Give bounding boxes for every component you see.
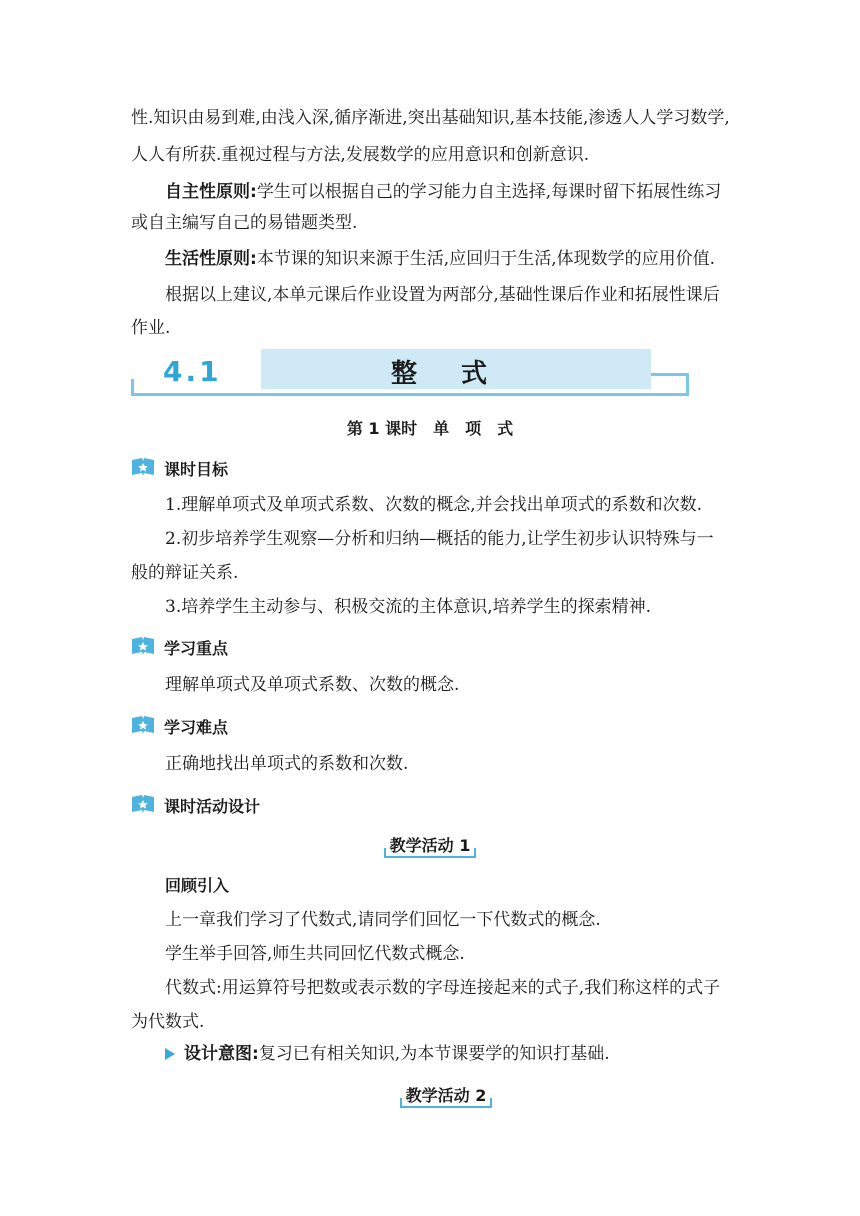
design-heading-label: 课时活动设计: [164, 797, 261, 816]
book-star-icon: [131, 636, 155, 656]
section-banner: [131, 349, 691, 401]
goal-3: 3.培养学生主动参与、积极交流的主体意识,培养学生的探索精神.: [165, 597, 652, 617]
principle-life: [165, 249, 731, 269]
activity-1-tag: [384, 832, 476, 858]
activity-1-line-1: 上一章我们学习了代数式,请同学们回忆一下代数式的概念.: [165, 910, 601, 930]
principle-autonomy-label: 自主性原则:: [165, 182, 257, 202]
principle-life-text: 本节课的知识来源于生活,应回归于生活,体现数学的应用价值.: [256, 249, 716, 269]
activity-2-tag-label: 教学活动 2: [405, 1086, 487, 1105]
activity-1-line-2: 学生举手回答,师生共同回忆代数式概念.: [165, 944, 465, 964]
book-star-icon: [131, 715, 155, 735]
difficulties-text: 正确地找出单项式的系数和次数.: [165, 754, 409, 774]
principle-autonomy: [165, 182, 731, 202]
key-points-heading-label: 学习重点: [164, 639, 229, 658]
intro-line-1: 性.知识由易到难,由浅入深,循序渐进,突出基础知识,基本技能,渗透人人学习数学,: [131, 108, 730, 128]
section-title: 整式: [390, 359, 531, 389]
algebraic-definition: 代数式:用运算符号把数或表示数的字母连接起来的式子,我们称这样的式子: [165, 978, 721, 998]
activity-1-tag-label: 教学活动 1: [389, 836, 471, 855]
principle-autonomy-line-2: 或自主编写自己的易错题类型.: [131, 213, 358, 233]
difficulties-heading-label: 学习难点: [164, 718, 229, 737]
design-intent-label: 设计意图:: [184, 1044, 259, 1064]
activity-2-tag: [400, 1082, 492, 1108]
summary-line-2: 作业.: [131, 318, 171, 338]
book-star-icon: [131, 794, 155, 814]
summary-line-1: 根据以上建议,本单元课后作业设置为两部分,基础性课后作业和拓展性课后: [165, 285, 720, 305]
goal-2: 2.初步培养学生观察—分析和归纳—概括的能力,让学生初步认识特殊与一: [165, 529, 714, 549]
activity-1-subheading: 回顾引入: [165, 876, 230, 895]
design-intent: [184, 1044, 784, 1064]
principle-life-label: 生活性原则:: [165, 249, 257, 269]
key-points-text: 理解单项式及单项式系数、次数的概念.: [165, 675, 460, 695]
goals-heading-label: 课时目标: [164, 460, 229, 479]
design-intent-text: 复习已有相关知识,为本节课要学的知识打基础.: [258, 1044, 610, 1064]
goal-1: 1.理解单项式及单项式系数、次数的概念,并会找出单项式的系数和次数.: [165, 495, 703, 515]
principle-autonomy-text: 学生可以根据自己的学习能力自主选择,每课时留下拓展性练习: [256, 182, 722, 202]
lesson-title: 第 1 课时 单 项 式: [346, 419, 514, 438]
goal-2-line-2: 般的辩证关系.: [131, 563, 239, 583]
play-triangle-icon: [165, 1048, 175, 1060]
algebraic-definition-line-2: 为代数式.: [131, 1012, 205, 1032]
section-number: 4.1: [163, 355, 222, 388]
intro-line-2: 人人有所获.重视过程与方法,发展数学的应用意识和创新意识.: [131, 145, 590, 165]
book-star-icon: [131, 457, 155, 477]
